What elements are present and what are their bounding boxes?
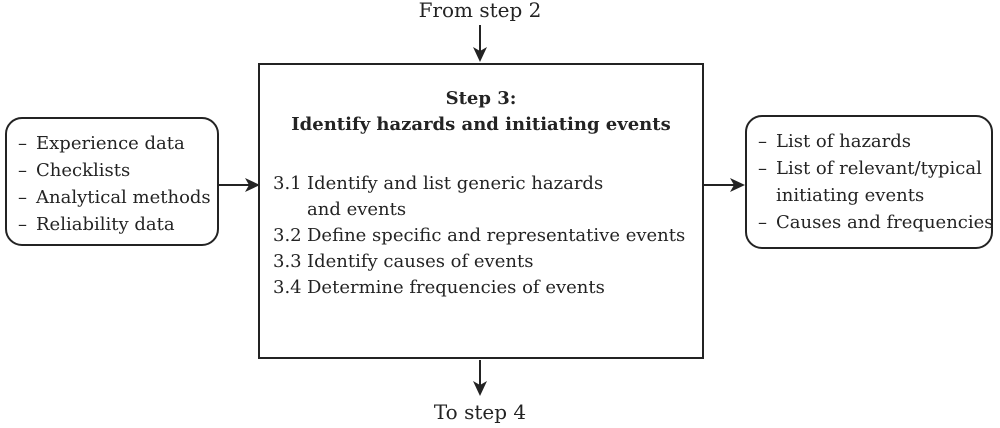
- substep-text: Define specific and representative events: [307, 225, 686, 246]
- right-arrow-step3-to-output: [704, 177, 745, 193]
- list-item: [18, 211, 211, 238]
- list-item: [18, 184, 211, 211]
- input-item-label: Checklists: [36, 160, 131, 181]
- input-item-label: Reliability data: [36, 214, 175, 235]
- input-data-box: [5, 117, 219, 246]
- dash-bullet: –: [18, 214, 27, 235]
- substep-3-1: [273, 171, 696, 223]
- dash-bullet: –: [758, 212, 767, 233]
- input-item-label: Experience data: [36, 133, 185, 154]
- input-item-label: Analytical methods: [36, 187, 211, 208]
- dash-bullet: –: [18, 133, 27, 154]
- down-arrow-from-step2: [472, 25, 488, 62]
- step3-title-line2: Identify hazards and initiating events: [291, 114, 671, 135]
- substep-text: Identify causes of events: [307, 251, 534, 272]
- substep-text: Determine frequencies of events: [307, 277, 605, 298]
- output-results-box: [745, 115, 993, 249]
- list-item: [18, 130, 211, 157]
- step3-box: [258, 63, 704, 359]
- substep-3-2: [273, 223, 696, 249]
- list-item: [758, 209, 994, 236]
- dash-bullet: –: [758, 158, 767, 179]
- output-item-label: List of hazards: [776, 131, 912, 152]
- substep-3-3: [273, 249, 696, 275]
- substep-number: 3.1: [273, 173, 302, 194]
- substep-list: [260, 171, 702, 301]
- from-step-label: From step 2: [418, 0, 542, 22]
- list-item: [758, 155, 985, 209]
- substep-text: and events: [307, 199, 407, 220]
- dash-bullet: –: [758, 131, 767, 152]
- list-item: [18, 157, 211, 184]
- dash-bullet: –: [18, 187, 27, 208]
- output-item-label: Causes and frequencies: [776, 212, 994, 233]
- substep-text: Identify and list generic hazards: [307, 173, 604, 194]
- step3-title-line1: Step 3:: [445, 88, 517, 109]
- right-arrow-input-to-step3: [219, 177, 260, 193]
- list-item: [758, 128, 985, 155]
- substep-number: 3.3: [273, 251, 302, 272]
- step3-title: [260, 86, 702, 138]
- to-step-label: To step 4: [433, 400, 527, 424]
- substep-number: 3.4: [273, 277, 302, 298]
- dash-bullet: –: [18, 160, 27, 181]
- output-item-label: List of relevant/typical: [776, 158, 982, 179]
- substep-3-4: [273, 275, 696, 301]
- substep-number: 3.2: [273, 225, 302, 246]
- down-arrow-to-step4: [472, 360, 488, 396]
- output-item-label: initiating events: [776, 185, 925, 206]
